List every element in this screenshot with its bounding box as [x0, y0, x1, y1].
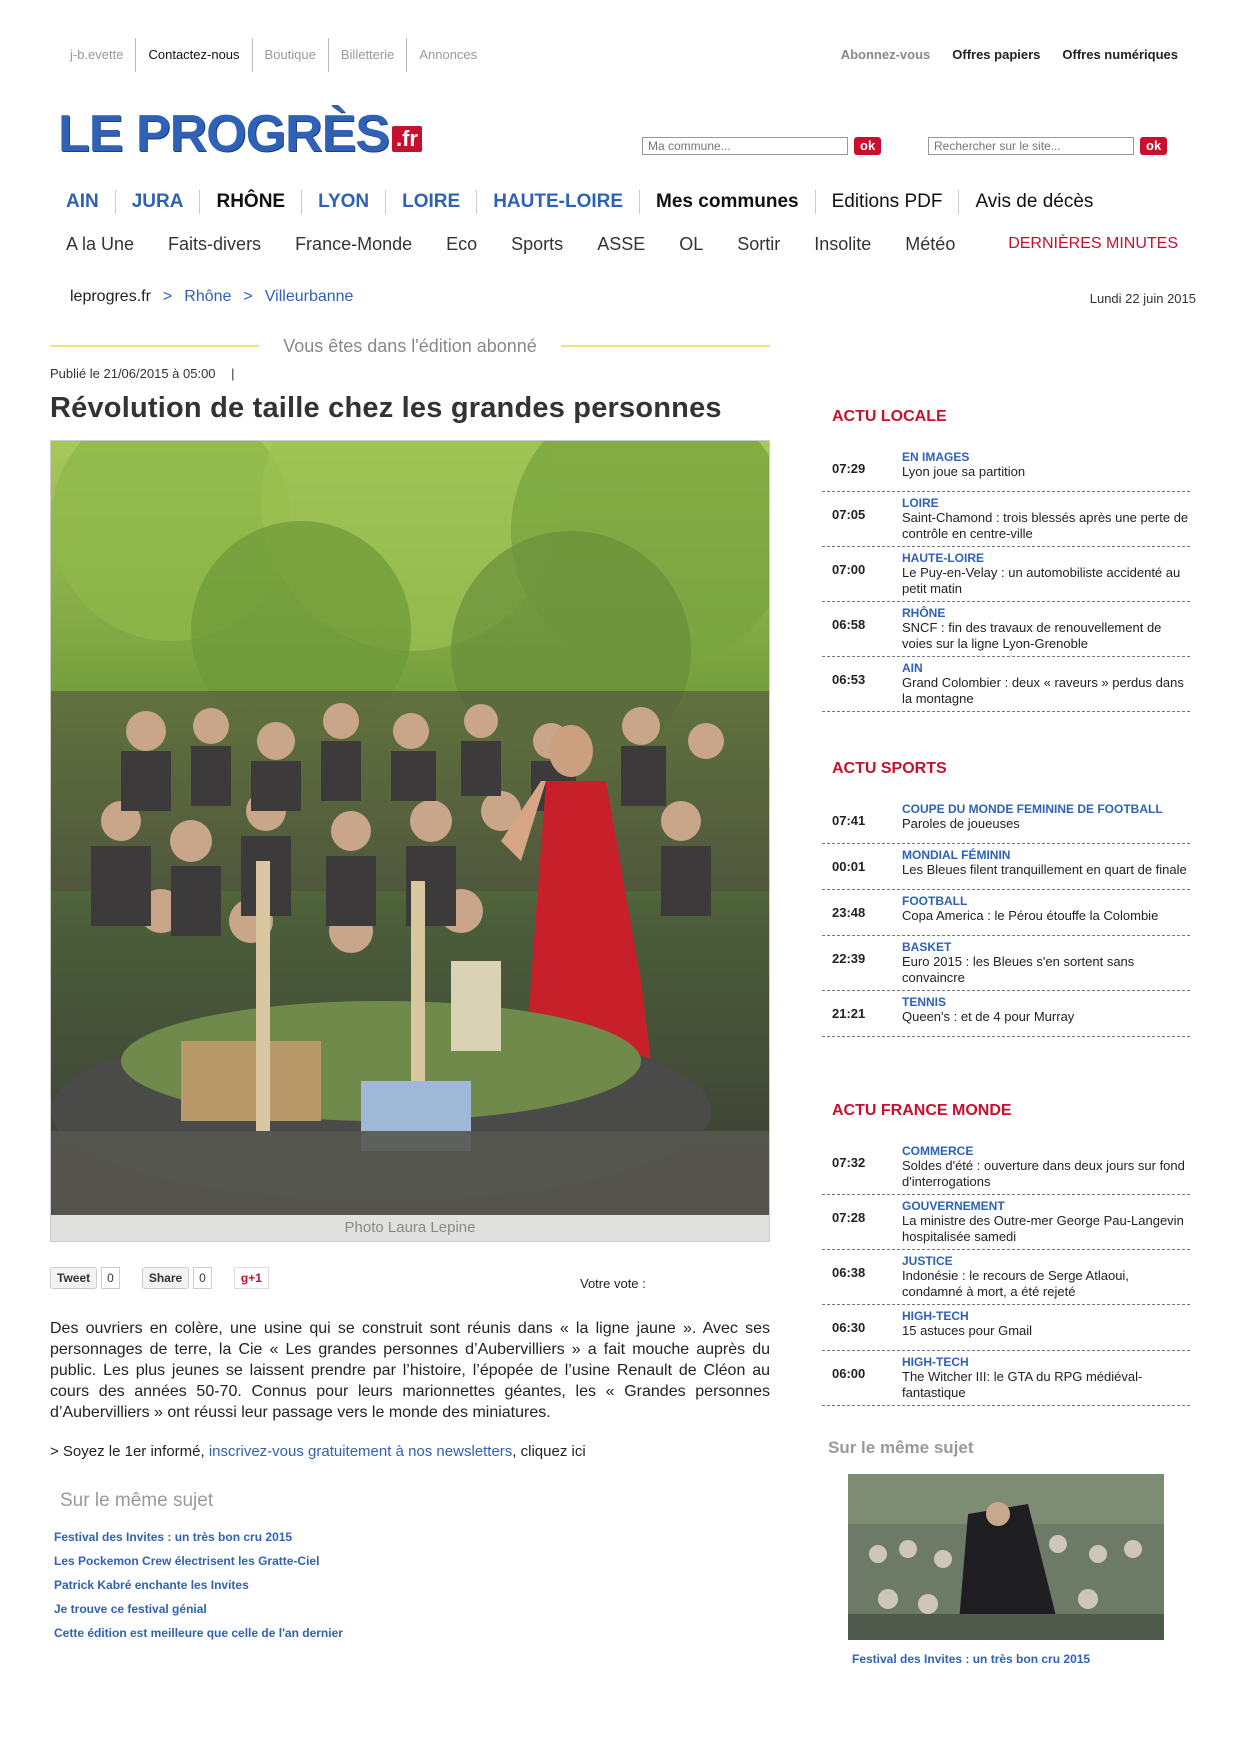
annonces-link[interactable]: Annonces: [406, 38, 489, 72]
related-right-link[interactable]: Festival des Invites : un très bon cru 2015: [852, 1652, 1091, 1666]
related-articles: [54, 1490, 343, 1650]
billetterie-link[interactable]: Billetterie: [328, 38, 406, 72]
news-item[interactable]: [822, 798, 1190, 844]
news-time: 22:39: [832, 951, 866, 966]
news-headline[interactable]: Le Puy-en-Velay : un automobiliste accidenté au petit matin: [902, 565, 1181, 596]
nav-ol[interactable]: OL: [679, 233, 704, 254]
news-item[interactable]: [822, 657, 1190, 712]
news-time: 00:01: [832, 859, 866, 874]
news-time: 07:29: [832, 461, 866, 476]
news-headline[interactable]: La ministre des Outre-mer George Pau-Langevin hospitalisée samedi: [902, 1213, 1184, 1244]
commune-input[interactable]: [642, 137, 848, 155]
news-headline[interactable]: The Witcher III: le GTA du RPG médiéval-fantastique: [902, 1369, 1143, 1400]
related-link[interactable]: Les Pockemon Crew électrisent les Gratte-Ciel: [54, 1554, 320, 1568]
related-link[interactable]: Cette édition est meilleure que celle de l'an dernier: [54, 1626, 343, 1640]
news-headline[interactable]: Indonésie : le recours de Serge Atlaoui, condamné à mort, a été rejeté: [902, 1268, 1129, 1299]
paper-offers-link[interactable]: Offres papiers: [952, 47, 1041, 62]
article-body: Des ouvriers en colère, une usine qui se construit sont réunis dans « la ligne jaune ». Avec ses personnages de terre, la Cie « Les grandes personnes d’Aubervilliers » a fait mouche auprès du public. Les plus jeunes se laissent prendre par l’histoire, l’épopée de l’usine Renault de Cléon au cours des années 50-70. Connus pour leurs marionnettes géantes, les « Grandes personnes d’Aubervilliers » ont réussi leur passage vers le monde des miniatures.: [50, 1320, 770, 1421]
breadcrumb: [70, 288, 353, 306]
news-time: 07:00: [832, 562, 866, 577]
related-right-title: Sur le même sujet: [828, 1438, 974, 1457]
breadcrumb-home[interactable]: leprogres.fr: [70, 288, 151, 305]
news-headline[interactable]: Grand Colombier : deux « raveurs » perdus dans la montagne: [902, 675, 1184, 706]
article-photo[interactable]: [50, 440, 770, 1242]
nav-avis-deces[interactable]: Avis de décès: [958, 190, 1109, 214]
news-headline[interactable]: 15 astuces pour Gmail: [902, 1323, 1033, 1338]
site-search-ok-button[interactable]: ok: [1140, 137, 1167, 155]
news-category[interactable]: HAUTE-LOIRE: [902, 551, 984, 565]
news-item[interactable]: [822, 492, 1190, 547]
news-time: 21:21: [832, 1006, 866, 1021]
news-category[interactable]: COUPE DU MONDE FEMININE DE FOOTBALL: [902, 802, 1163, 816]
nav-editions-pdf[interactable]: Editions PDF: [815, 190, 959, 214]
actu-france-monde-section: [822, 1102, 1190, 1406]
edition-banner: [50, 334, 770, 358]
news-headline[interactable]: Saint-Chamond : trois blessés après une perte de contrôle en centre-ville: [902, 510, 1189, 541]
digital-offers-link[interactable]: Offres numériques: [1062, 47, 1178, 62]
news-time: 23:48: [832, 905, 866, 920]
actu-locale-section: [822, 408, 1190, 712]
nav-mes-communes[interactable]: Mes communes: [639, 190, 815, 214]
news-item[interactable]: [822, 1250, 1190, 1305]
site-search: [928, 137, 1167, 155]
nav-insolite[interactable]: Insolite: [814, 233, 872, 254]
news-headline[interactable]: Soldes d'été : ouverture dans deux jours sur fond d'interrogations: [902, 1158, 1185, 1189]
actu-sports-section: [822, 760, 1190, 1037]
section-nav: [66, 230, 1178, 258]
newsletter-prefix: > Soyez le 1er informé,: [50, 1443, 209, 1460]
news-headline[interactable]: Queen's : et de 4 pour Murray: [902, 1009, 1075, 1024]
news-category[interactable]: JUSTICE: [902, 1254, 953, 1268]
related-link[interactable]: Je trouve ce festival génial: [54, 1602, 207, 1616]
nav-lyon[interactable]: LYON: [301, 190, 385, 214]
news-category[interactable]: FOOTBALL: [902, 894, 968, 908]
news-time: 06:58: [832, 617, 866, 632]
tweet-button[interactable]: Tweet: [50, 1267, 97, 1289]
related-right: [828, 1438, 1188, 1666]
logo-wordmark: LE PROGRÈS: [58, 105, 389, 163]
news-time: 06:38: [832, 1265, 866, 1280]
edition-label: Vous êtes dans l'édition abonné: [283, 335, 537, 356]
nav-ain[interactable]: AIN: [66, 191, 99, 212]
nav-eco[interactable]: Eco: [446, 233, 478, 254]
nav-faits-divers[interactable]: Faits-divers: [168, 233, 262, 254]
subscribe-link[interactable]: Abonnez-vous: [840, 47, 931, 62]
news-time: 06:30: [832, 1320, 866, 1335]
vote-label: Votre vote :: [580, 1276, 646, 1291]
nav-sports[interactable]: Sports: [511, 233, 564, 254]
news-category[interactable]: LOIRE: [902, 496, 939, 510]
news-item[interactable]: [822, 1140, 1190, 1195]
breadcrumb-separator: >: [243, 288, 253, 305]
news-headline[interactable]: SNCF : fin des travaux de renouvellement de voies sur la ligne Lyon-Grenoble: [902, 620, 1162, 651]
nav-dernieres-minutes[interactable]: DERNIÈRES MINUTES: [1008, 235, 1178, 252]
news-time: 06:53: [832, 672, 866, 687]
news-headline[interactable]: Euro 2015 : les Bleues s'en sortent sans convaincre: [902, 954, 1135, 985]
nav-rhone[interactable]: RHÔNE: [199, 190, 301, 214]
nav-a-la-une[interactable]: A la Une: [66, 233, 135, 254]
publication-info: [50, 366, 235, 381]
nav-meteo[interactable]: Météo: [905, 233, 956, 254]
nav-asse[interactable]: ASSE: [597, 233, 646, 254]
related-link[interactable]: Patrick Kabré enchante les Invites: [54, 1578, 249, 1592]
related-thumbnail[interactable]: [848, 1474, 1164, 1640]
site-search-input[interactable]: [928, 137, 1134, 155]
news-item[interactable]: [822, 602, 1190, 657]
divider: [561, 345, 770, 347]
related-title: Sur le même sujet: [60, 1490, 214, 1511]
nav-loire[interactable]: LOIRE: [385, 190, 476, 214]
related-link[interactable]: Festival des Invites : un très bon cru 2015: [54, 1530, 293, 1544]
news-category[interactable]: COMMERCE: [902, 1144, 974, 1158]
news-headline[interactable]: Paroles de joueuses: [902, 816, 1020, 831]
top-utility-bar: [62, 38, 1178, 72]
region-nav: [50, 188, 1109, 216]
news-time: 07:28: [832, 1210, 866, 1225]
news-item[interactable]: [822, 1305, 1190, 1351]
news-headline[interactable]: Copa America : le Pérou étouffe la Colombie: [902, 908, 1159, 923]
breadcrumb-villeurbanne[interactable]: Villeurbanne: [264, 288, 354, 305]
news-item[interactable]: [822, 1351, 1190, 1406]
news-headline[interactable]: Les Bleues filent tranquillement en quart de finale: [902, 862, 1187, 877]
divider: [50, 345, 259, 347]
news-time: 07:41: [832, 813, 866, 828]
site-logo[interactable]: [58, 105, 422, 168]
account-links: [62, 38, 489, 72]
photo-caption: Photo Laura Lepine: [51, 1215, 769, 1241]
publication-separator: |: [231, 366, 235, 381]
news-category[interactable]: GOUVERNEMENT: [902, 1199, 1005, 1213]
share-button[interactable]: Share: [142, 1267, 189, 1289]
news-category[interactable]: TENNIS: [902, 995, 947, 1009]
breadcrumb-rhone[interactable]: Rhône: [184, 288, 232, 305]
logo-suffix: .fr: [392, 126, 422, 152]
nav-france-monde[interactable]: France-Monde: [295, 233, 413, 254]
newsletter-link[interactable]: inscrivez-vous gratuitement à nos newsletters: [208, 1443, 513, 1460]
news-category[interactable]: AIN: [902, 661, 923, 675]
commune-search: [642, 137, 881, 155]
nav-jura[interactable]: JURA: [115, 190, 200, 214]
news-time: 06:00: [832, 1366, 866, 1381]
google-plus-button[interactable]: g+1: [234, 1267, 269, 1289]
news-item[interactable]: [822, 844, 1190, 890]
news-headline[interactable]: Lyon joue sa partition: [902, 464, 1026, 479]
share-bar: [50, 1267, 269, 1289]
article-title: Révolution de taille chez les grandes personnes: [50, 392, 722, 424]
news-category[interactable]: RHÔNE: [902, 606, 946, 620]
section-title: ACTU LOCALE: [832, 408, 947, 425]
boutique-link[interactable]: Boutique: [252, 38, 328, 72]
news-item[interactable]: [822, 446, 1190, 492]
news-category[interactable]: EN IMAGES: [902, 450, 970, 464]
nav-haute-loire[interactable]: HAUTE-LOIRE: [476, 190, 639, 214]
news-time: 07:32: [832, 1155, 866, 1170]
newsletter-promo: [50, 1443, 586, 1460]
thumbnail-illustration: [848, 1474, 1164, 1640]
tweet-count: 0: [101, 1267, 120, 1289]
current-date: Lundi 22 juin 2015: [1089, 291, 1196, 306]
newsletter-suffix[interactable]: , cliquez ici: [512, 1443, 586, 1460]
section-title: ACTU FRANCE MONDE: [832, 1102, 1012, 1119]
username-link[interactable]: j-b.evette: [70, 47, 124, 62]
news-time: 07:05: [832, 507, 866, 522]
news-item[interactable]: [822, 936, 1190, 991]
section-title: ACTU SPORTS: [832, 760, 947, 777]
news-item[interactable]: [822, 991, 1190, 1037]
news-category[interactable]: MONDIAL FÉMININ: [902, 848, 1011, 862]
nav-sortir[interactable]: Sortir: [737, 233, 781, 254]
contact-link[interactable]: Contactez-nous: [135, 38, 251, 72]
subscription-links: [841, 38, 1178, 72]
news-category[interactable]: HIGH-TECH: [902, 1355, 969, 1369]
news-category[interactable]: BASKET: [902, 940, 952, 954]
news-item[interactable]: [822, 547, 1190, 602]
news-item[interactable]: [822, 1195, 1190, 1250]
news-category[interactable]: HIGH-TECH: [902, 1309, 969, 1323]
published-date: Publié le 21/06/2015 à 05:00: [50, 366, 216, 381]
photo-illustration: [51, 441, 770, 1242]
commune-ok-button[interactable]: ok: [854, 137, 881, 155]
news-item[interactable]: [822, 890, 1190, 936]
breadcrumb-separator: >: [162, 288, 173, 305]
share-count: 0: [193, 1267, 212, 1289]
